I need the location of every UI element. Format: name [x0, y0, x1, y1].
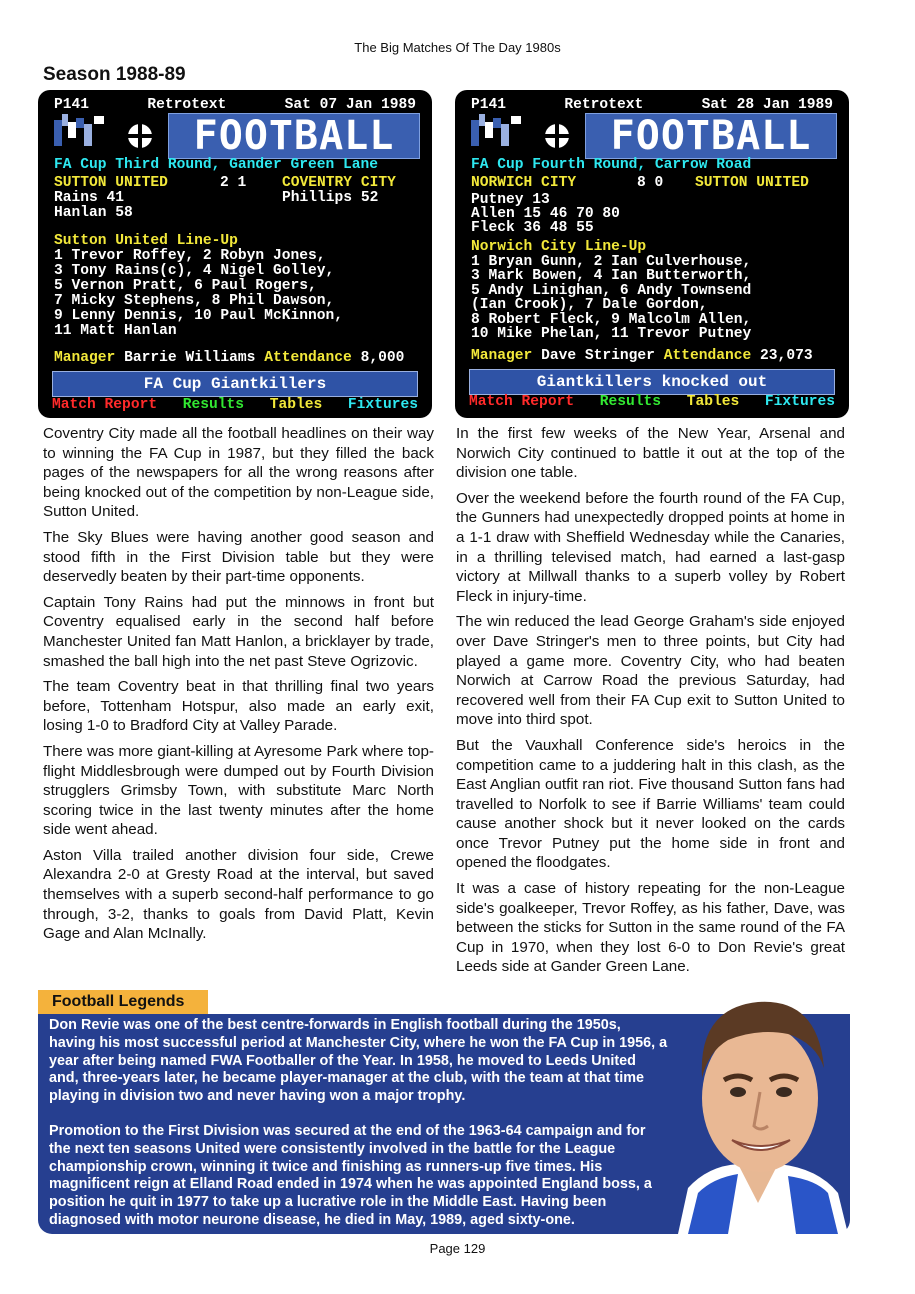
nav-match-report[interactable]: Match Report [469, 394, 575, 410]
teletext-service: Retrotext [147, 97, 227, 113]
teletext-page-number: P141 [471, 97, 507, 113]
manager-name: Dave Stringer [541, 348, 655, 364]
paragraph: Over the weekend before the fourth round of the FA Cup, the Gunners had unexpectedly dropped points at home in a 1-1 draw with Sheffield Wednesday while the Canaries, in a thrilling televised match, had earned a last-gasp victory at Millwall thanks to a superb volley by Robert Fleck in injury-time. [456, 489, 845, 605]
paragraph: It was a case of history repeating for the non-League side's goalkeeper, Trevor Roffey, as his father, Dave, was between the sticks for Sutton in the same round of the FA Cup in 1970, when they lost 6-0 to Don Revie's great Leeds side at Gander Green Lane. [456, 880, 845, 976]
nav-results[interactable]: Results [599, 394, 662, 410]
attendance-label: Attendance [663, 348, 752, 364]
teletext-page-number: P141 [54, 97, 90, 113]
teletext-panel-2 [455, 90, 849, 418]
paragraph: Captain Tony Rains had put the minnows in front but Coventry equalised early in the second half before Manchester United fan Matt Hanlon, a bricklayer by trade, smashed the ball high into the net past Steve Ogrizovic. [43, 593, 434, 670]
scorer: Fleck 36 48 55 [471, 220, 594, 236]
score: 8 0 [637, 175, 664, 191]
lineup-line: (Ian Crook), 7 Dale Gordon, [471, 297, 708, 313]
score: 2 1 [220, 175, 247, 191]
attendance-value: 23,073 [760, 348, 813, 364]
lineup-title: Sutton United Line-Up [54, 233, 238, 249]
paragraph: Aston Villa trailed another division four side, Crewe Alexandra 2-0 at Gresty Road at the interval, but saved themselves with a superb second-half performance to go through, 3-2, thanks to goals from David Platt, Kevin Gage and Alan McInally. [43, 846, 434, 943]
teletext-headline: FA Cup Giantkillers [52, 371, 418, 397]
teletext-nav [469, 395, 835, 410]
teletext-nav [52, 398, 418, 413]
home-team: NORWICH CITY [471, 175, 577, 191]
attendance-label: Attendance [264, 350, 352, 366]
player-logo-icon [54, 114, 108, 146]
teletext-date: Sat 07 Jan 1989 [284, 97, 416, 113]
nav-fixtures[interactable]: Fixtures [347, 397, 418, 413]
legend-paragraph: Promotion to the First Division was secured at the end of the 1963-64 campaign and for the next ten seasons United were consistently involved in the battle for the League championship crown, winning it twice and finishing as runners-up five times. His magnificent reign at Elland Road ended in 1974 when he was appointed England boss, a position he quit in 1977 to take up a lucrative role in the Middle East. Having been diagnosed with motor neurone disease, he died in May, 1989, aged sixty-one. [49, 1122, 652, 1228]
lineup-line: 9 Lenny Dennis, 10 Paul McKinnon, [54, 308, 344, 324]
portrait-illustration-icon [668, 988, 850, 1234]
page-number: Page 129 [429, 1241, 486, 1256]
legend-title: Football Legends [38, 990, 208, 1014]
scorer: Rains 41 [54, 190, 125, 206]
teletext-header [54, 98, 416, 113]
teletext-panel-1 [38, 90, 432, 418]
player-logo-icon [471, 114, 525, 146]
lineup-line: 3 Mark Bowen, 4 Ian Butterworth, [471, 268, 752, 284]
scorer: Putney 13 [471, 192, 550, 208]
away-team: COVENTRY CITY [282, 175, 396, 191]
book-title: The Big Matches Of The Day 1980s [354, 40, 561, 55]
teletext-service: Retrotext [564, 97, 644, 113]
paragraph: But the Vauxhall Conference side's heroics in the competition came to a juddering halt in this clash, as the East Anglian outfit ran riot. Five thousand Sutton fans had travelled to Norfolk to see if Barrie Williams' team could cause another shock but it never looked on the cards once Trevor Putney put the home side in front and opened the floodgates. [456, 736, 845, 872]
lineup-line: 5 Vernon Pratt, 6 Paul Rogers, [54, 278, 317, 294]
nav-results[interactable]: Results [182, 397, 245, 413]
paragraph: In the first few weeks of the New Year, Arsenal and Norwich City continued to battle it out at the top of the division one table. [456, 425, 845, 482]
away-scorer: Phillips 52 [282, 190, 379, 206]
lineup-line: 11 Matt Hanlan [54, 323, 177, 339]
nav-tables[interactable]: Tables [686, 394, 740, 410]
manager-label: Manager [54, 350, 116, 366]
paragraph: The Sky Blues were having another good season and stood fifth in the First Division table but they were deservedly beaten by their part-time opponents. [43, 528, 434, 586]
season-heading: Season 1988-89 [43, 64, 186, 85]
paragraph: Coventry City made all the football headlines on their way to winning the FA Cup in 1987, but they filled the back pages of the newspapers for all the wrong reasons after being knocked out of the competition by non-League side, Sutton United. [43, 425, 434, 521]
manager-line [54, 351, 418, 366]
article-column-left [43, 424, 434, 950]
competition: FA Cup Fourth Round, Carrow Road [471, 157, 752, 173]
legend-text [49, 1017, 669, 1247]
attendance-value: 8,000 [360, 350, 405, 366]
manager-name: Barrie Williams [124, 350, 256, 366]
paragraph: The team Coventry beat in that thrilling final two years before, Tottenham Hotspur, also made an early exit, losing 1-0 to Bradford City at Valley Parade. [43, 678, 434, 735]
teletext-header [471, 98, 833, 113]
lineup-line: 1 Trevor Roffey, 2 Robyn Jones, [54, 248, 326, 264]
lineup-line: 10 Mike Phelan, 11 Trevor Putney [471, 326, 752, 342]
paragraph: There was more giant-killing at Ayresome Park where top-flight Middlesbrough were dumped out by Fourth Division strugglers Grimsby Town, with substitute Marc North scoring twice in the last twenty minutes after the home side went ahead. [43, 742, 434, 839]
competition: FA Cup Third Round, Gander Green Lane [54, 157, 379, 173]
article-column-right [456, 424, 845, 983]
lineup-line: 8 Robert Fleck, 9 Malcolm Allen, [471, 312, 752, 328]
away-team: SUTTON UNITED [695, 175, 809, 191]
nav-fixtures[interactable]: Fixtures [764, 394, 835, 410]
lineup-title: Norwich City Line-Up [471, 239, 647, 255]
legend-paragraph: Don Revie was one of the best centre-forwards in English football during the 1950s, having his most successful period at Manchester City, where he won the FA Cup in 1956, a year after being named FWA Footballer of the Year. In 1958, he moved to Leeds United and, three-years later, he became player-manager at the club, with the team at that time playing in division two and never having won a major trophy. [49, 1017, 668, 1105]
football-icon [543, 122, 571, 150]
manager-line [471, 349, 835, 364]
teletext-date: Sat 28 Jan 1989 [701, 97, 833, 113]
teletext-banner: FOOTBALL [585, 113, 837, 159]
manager-label: Manager [471, 348, 533, 364]
scorer: Hanlan 58 [54, 205, 133, 221]
paragraph: The win reduced the lead George Graham's side enjoyed over Dave Stringer's men to three points, but City had played a game more. Coventry City, who had beaten Norwich at Carrow Road the previous Saturday, had recovered well from their FA Cup exit to Sutton United to move into third spot. [456, 613, 845, 729]
football-icon [126, 122, 154, 150]
lineup-line: 3 Tony Rains(c), 4 Nigel Golley, [54, 263, 335, 279]
teletext-headline: Giantkillers knocked out [469, 369, 835, 395]
lineup-line: 7 Micky Stephens, 8 Phil Dawson, [54, 293, 335, 309]
teletext-banner: FOOTBALL [168, 113, 420, 159]
home-team: SUTTON UNITED [54, 175, 168, 191]
scorer: Allen 15 46 70 80 [471, 206, 620, 222]
lineup-line: 5 Andy Linighan, 6 Andy Townsend [471, 283, 752, 299]
lineup-line: 1 Bryan Gunn, 2 Ian Culverhouse, [471, 254, 752, 270]
nav-tables[interactable]: Tables [269, 397, 323, 413]
nav-match-report[interactable]: Match Report [52, 397, 158, 413]
